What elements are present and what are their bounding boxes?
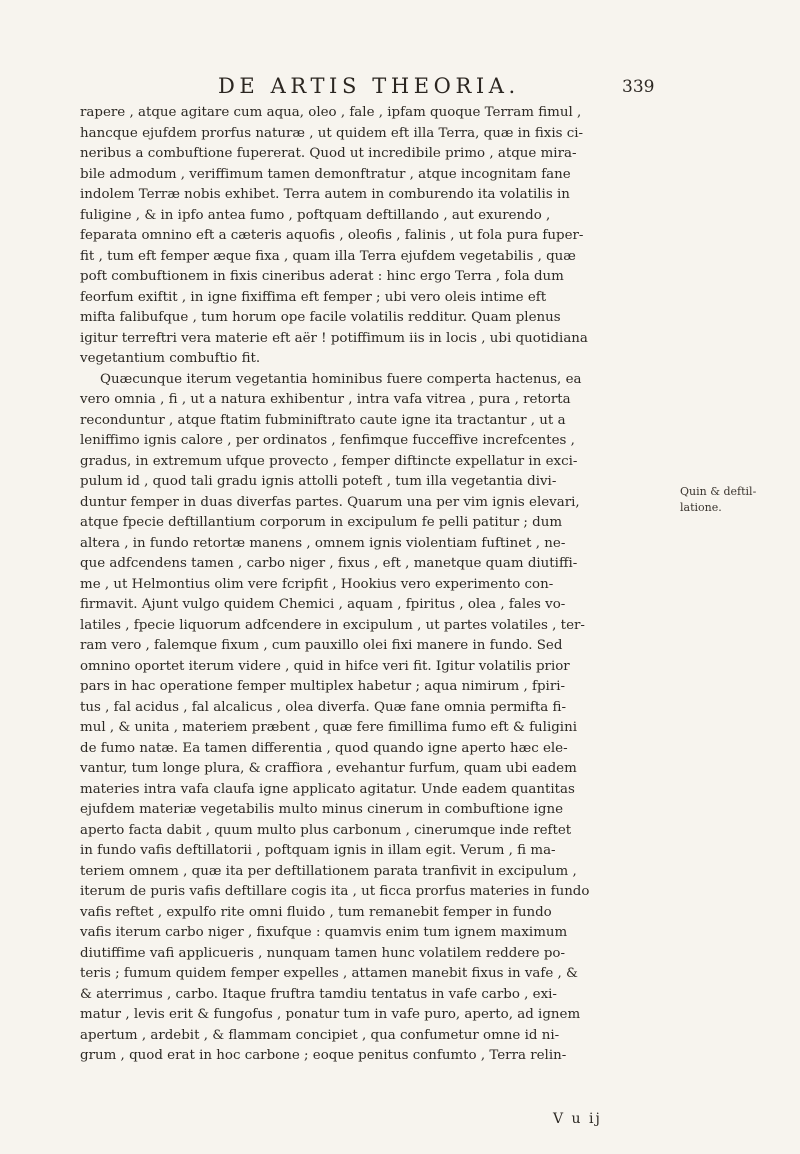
text-line: grum , quod erat in hoc carbone ; eoque penitus confumto , Terra relin- — [80, 1048, 567, 1063]
text-line: materies intra vafa claufa igne applicato agitatur. Unde eadem quantitas — [80, 781, 575, 797]
text-line: apertum , ardebit , & flammam concipiet , qua confumetur omne id ni- — [80, 1027, 560, 1043]
text-line: poft combuftionem in fixis cineribus aderat : hinc ergo Terra , fola dum — [80, 269, 564, 284]
text-line: latiles , fpecie liquorum adfcendere in excipulum , ut partes volatiles , ter- — [80, 617, 585, 633]
text-line: tus , fal acidus , fal alcalicus , olea diverfa. Quæ fane omnia permifta fi- — [80, 699, 566, 715]
text-line: ram vero , falemque fixum , cum pauxillo olei fixi manere in fundo. Sed — [80, 638, 563, 653]
text-line: ejufdem materiæ vegetabilis multo minus cinerum in combuftione igne — [80, 802, 563, 817]
text-line: matur , levis erit & fungofus , ponatur tum in vafe puro, aperto, ad ignem — [80, 1007, 581, 1022]
text-line: feparata omnino eft a cæteris aquofis , oleofis , falinis , ut fola pura fuper- — [80, 228, 584, 243]
text-line: firmavit. Ajunt vulgo quidem Chemici , aquam , fpiritus , olea , fales vo- — [80, 597, 566, 612]
marginal-note-line: latione. — [680, 501, 722, 514]
text-line: fit , tum eft femper æque fixa , quam illa Terra ejufdem vegetabilis , quæ — [80, 248, 576, 264]
text-line: Quæcunque iterum vegetantia hominibus fuere comperta hactenus, ea — [100, 371, 582, 387]
text-line: rapere , atque agitare cum aqua, oleo , fale , ipfam quoque Terram fimul , — [80, 105, 582, 120]
text-line: & aterrimus , carbo. Itaque fruftra tamdiu tentatus in vafe carbo , exi- — [80, 986, 557, 1002]
text-line: feorfum exiftit , in igne fixiffima eft femper ; ubi vero oleis intime eft — [80, 289, 547, 305]
text-line: omnino oportet iterum videre , quid in hifce veri fit. Igitur volatilis prior — [80, 658, 570, 674]
text-line: mifta falibufque , tum horum ope facile volatilis redditur. Quam plenus — [80, 310, 561, 325]
text-line: vero omnia , fi , ut a natura exhibentur , intra vafa vitrea , pura , retorta — [80, 392, 571, 407]
text-line: me , ut Helmontius olim vere fcripfit , Hookius vero experimento con- — [80, 576, 554, 592]
text-line: vantur, tum longe plura, & craffiora , evehantur furfum, quam ubi eadem — [80, 761, 577, 776]
text-line: reconduntur , atque ftatim fubminiftrato caute igne ita tractantur , ut a — [80, 412, 566, 428]
text-line: igitur terreftri vera materie eft aër ! potiffimum iis in locis , ubi quotidiana — [80, 330, 588, 346]
page-number: 339 — [622, 77, 655, 97]
running-head: DE ARTIS THEORIA. — [218, 74, 520, 98]
text-line: teris ; fumum quidem femper expelles , attamen manebit fixus in vafe , & — [80, 966, 578, 981]
text-line: de fumo natæ. Ea tamen differentia , quod quando igne aperto hæc ele- — [80, 740, 568, 756]
text-line: atque fpecie deftillantium corporum in excipulum fe pelli patitur ; dum — [80, 515, 563, 530]
text-line: pars in hac operatione femper multiplex habetur ; aqua nimirum , fpiri- — [80, 679, 566, 694]
page-header — [0, 74, 800, 104]
text-line: leniffimo ignis calore , per ordinatos , fenfimque fucceffive increfcentes , — [80, 433, 575, 448]
marginal-note — [680, 484, 780, 516]
text-line: in fundo vafis deftillatorii , poftquam ignis in illam egit. Verum , fi ma- — [80, 843, 556, 858]
text-line: aperto facta dabit , quum multo plus carbonum , cinerumque inde reftet — [80, 822, 572, 838]
text-line: hancque ejufdem prorfus naturæ , ut quidem eft illa Terra, quæ in fixis ci- — [80, 125, 584, 141]
text-line: indolem Terræ nobis exhibet. Terra autem in comburendo ita volatilis in — [80, 187, 570, 202]
body-text — [80, 103, 676, 1067]
text-line: diutiffime vafi applicueris , nunquam tamen hunc volatilem reddere po- — [80, 945, 565, 961]
text-line: altera , in fundo retortæ manens , omnem ignis violentiam fuftinet , ne- — [80, 535, 566, 551]
text-line: teriem omnem , quæ ita per deftillationem parata tranfivit in excipulum , — [80, 863, 577, 879]
text-line: duntur femper in duas diverfas partes. Quarum una per vim ignis elevari, — [80, 494, 580, 510]
text-line: pulum id , quod tali gradu ignis attolli poteft , tum illa vegetantia divi- — [80, 474, 557, 489]
text-line: mul , & unita , materiem præbent , quæ fere fimillima fumo eft & fuligini — [80, 720, 577, 735]
text-line: vafis reftet , expulfo rite omni fluido , tum remanebit femper in fundo — [80, 904, 552, 920]
text-line: fuligine , & in ipfo antea fumo , poftquam deftillando , aut exurendo , — [80, 207, 551, 223]
marginal-note-line: Quin & deftil- — [680, 485, 757, 498]
signature-mark: V u ij — [553, 1111, 602, 1127]
text-line: gradus, in extremum ufque provecto , femper diftincte expellatur in exci- — [80, 453, 578, 469]
text-line: vafis iterum carbo niger , fixufque : quamvis enim tum ignem maximum — [80, 925, 568, 940]
text-line: que adfcendens tamen , carbo niger , fixus , eft , manetque quam diutiffi- — [80, 556, 578, 571]
text-line: vegetantium combuftio fit. — [80, 351, 261, 366]
text-line: neribus a combuftione fupererat. Quod ut incredibile primo , atque mira- — [80, 146, 577, 161]
text-line: iterum de puris vafis deftillare cogis ita , ut ficca prorfus materies in fundo — [80, 884, 590, 899]
text-line: bile admodum , veriffimum tamen demonftratur , atque incognitam fane — [80, 166, 571, 182]
